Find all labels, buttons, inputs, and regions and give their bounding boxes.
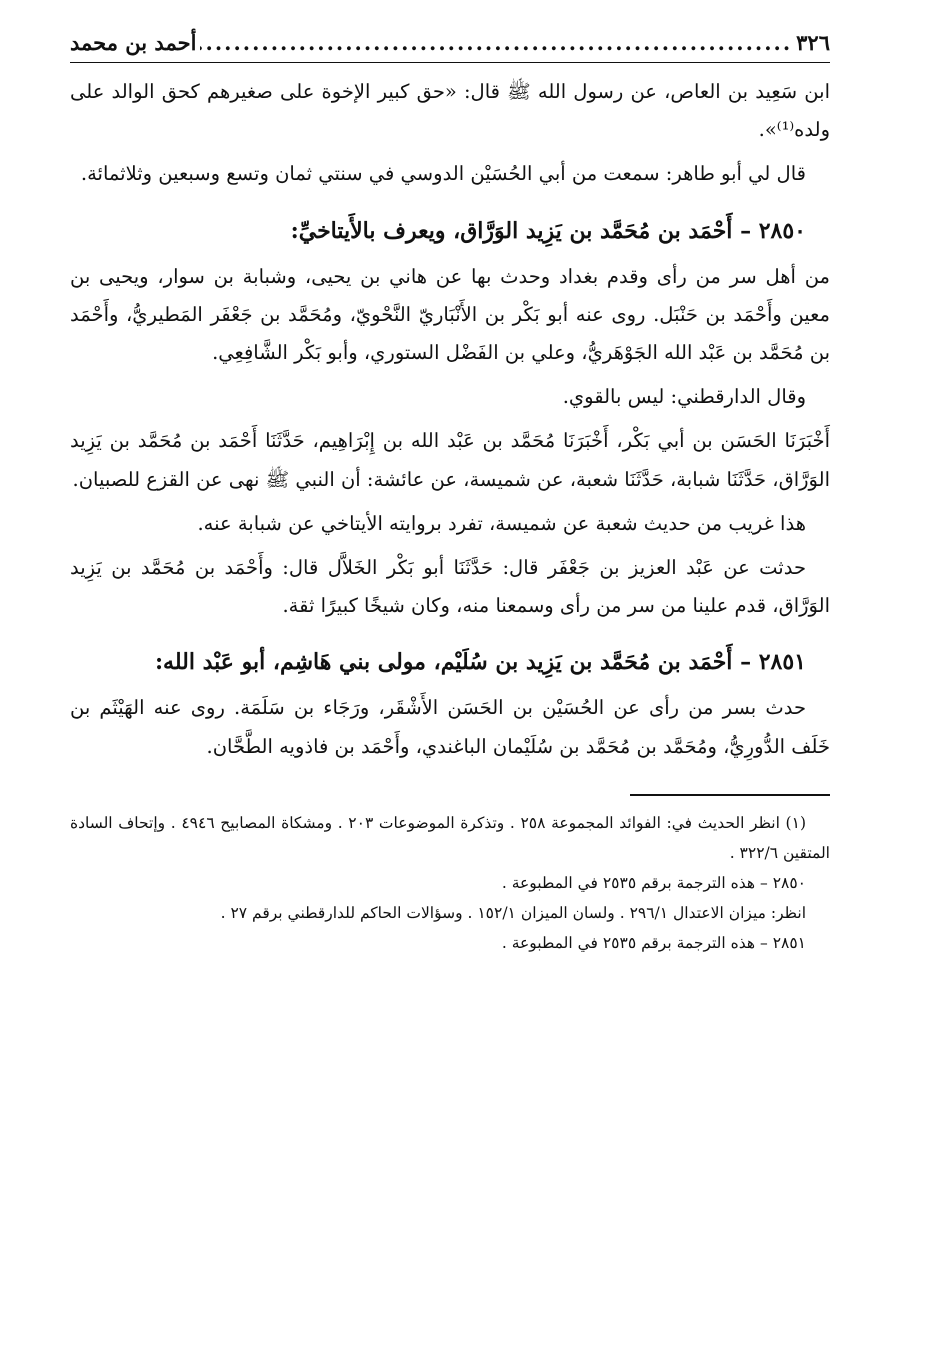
entry-heading-2850: ٢٨٥٠ – أَحْمَد بن مُحَمَّد بن يَزِيد الوَرَّاق، ويعرف بالأَيتاخيِّ: xyxy=(290,217,806,244)
footnotes xyxy=(70,808,830,958)
paragraph-entry-2850-bio: من أهل سر من رأى وقدم بغداد وحدث بها عن هاني بن يحيى، وشبابة بن سوار، ويحيى بن معين وأَحْمَد بن حَنْبَل. روى عنه أبو بَكْر بن الأَنْبَاريّ النَّحْويّ، ومُحَمَّد بن جَعْفَر المَطيريُّ، وأَحْمَد بن مُحَمَّد بن عَبْد الله الجَوْهَريُّ، وعلي بن الفَضْل الستوري، وأبو بَكْر الشَّافِعِي. xyxy=(70,264,830,365)
footnote-2851-note: ٢٨٥١ – هذه الترجمة برقم ٢٥٣٥ في المطبوعة . xyxy=(501,933,806,952)
paragraph-entry-2851-bio: حدث بسر من رأى عن الحُسَيْن بن الحَسَن الأَشْقَر، ورَجَاء بن سَلَمَة. روى عنه الهَيْثَم بن خَلَف الدُّورِيُّ، ومُحَمَّد بن مُحَمَّد بن سُلَيْمان الباغندي، وأَحْمَد بن فاذويه الطَّحَّان. xyxy=(70,696,830,758)
running-head xyxy=(70,30,830,63)
paragraph-khallal: حدثت عن عَبْد العزيز بن جَعْفَر قال: حَدَّثَنَا أبو بَكْر الخَلاَّل قال: وأَحْمَد بن مُحَمَّد بن يَزِيد الوَرَّاق، قدم علينا من سر من رأى وسمعنا منه، وكان شيخًا كبيرًا ثقة. xyxy=(70,556,830,618)
footnote-separator xyxy=(630,794,830,796)
leader-dots xyxy=(200,30,792,55)
running-head-title: أحمد بن محمد xyxy=(70,30,197,55)
paragraph-isnad: أَخْبَرَنَا الحَسَن بن أبي بَكْر، أَخْبَرَنَا مُحَمَّد بن عَبْد الله بن إِبْرَاهِيم، حَدَّثَنَا أَحْمَد بن مُحَمَّد بن يَزِيد الوَرَّاق، حَدَّثَنَا شبابة، حَدَّثَنَا شعبة، عن شميسة، عن عائشة: أن النبي ﷺ نهى عن القزع للصبيان. xyxy=(70,429,830,491)
footnote-2850-sources: انظر: ميزان الاعتدال ٢٩٦/١ . ولسان الميزان ١٥٢/١ . وسؤالات الحاكم للدارقطني برقم ٢٧ . xyxy=(220,903,806,922)
footnote-1: (١) انظر الحديث في: الفوائد المجموعة ٢٥٨ . وتذكرة الموضوعات ٢٠٣ . ومشكاة المصابيح ٤٩٤٦ . وإتحاف السادة المتقين ٣٢٢/٦ . xyxy=(70,813,830,862)
entry-heading-2851: ٢٨٥١ – أَحْمَد بن مُحَمَّد بن يَزِيد بن سُلَيْم، مولى بني هَاشِم، أبو عَبْد الله: xyxy=(154,649,806,676)
book-page xyxy=(70,30,830,958)
paragraph-hadith-continuation: ابن سَعِيد بن العاص، عن رسول الله ﷺ قال: «حق كبير الإخوة على صغيرهم كحق الوالد على ولده⁽¹⁾». xyxy=(70,80,830,142)
footnote-2850-note: ٢٨٥٠ – هذه الترجمة برقم ٢٥٣٥ في المطبوعة . xyxy=(501,873,806,892)
paragraph-gharib: هذا غريب من حديث شعبة عن شميسة، تفرد بروايته الأيتاخي عن شبابة عنه. xyxy=(197,511,806,535)
paragraph-abu-tahir: قال لي أبو طاهر: سمعت من أبي الحُسَيْن الدوسي في سنتي ثمان وتسع وسبعين وثلاثمائة. xyxy=(80,162,806,186)
page-number: ٣٢٦ xyxy=(796,30,830,55)
paragraph-daraqutni: وقال الدارقطني: ليس بالقوي. xyxy=(562,385,806,409)
